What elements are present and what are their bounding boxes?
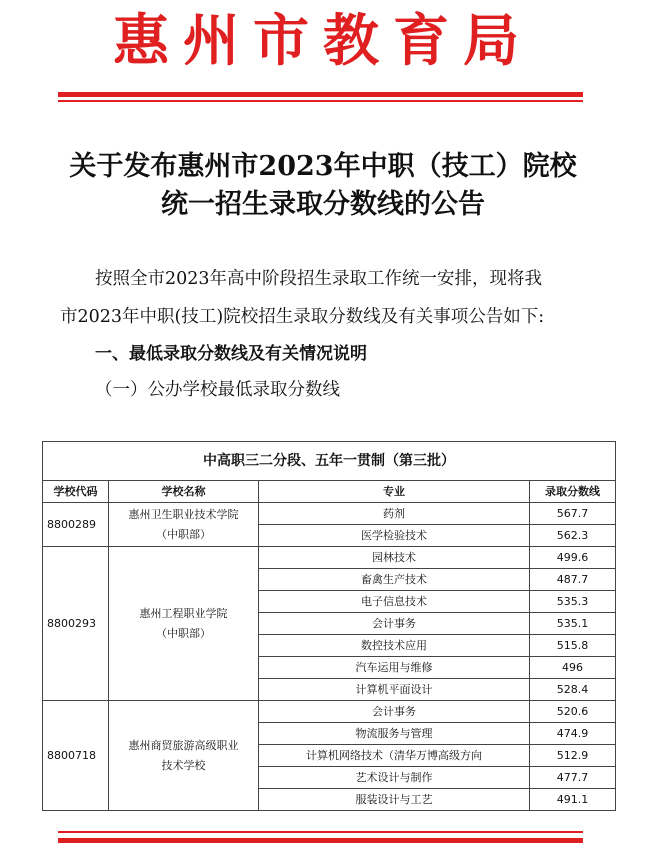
masthead-rule-thin — [58, 100, 583, 102]
score-cell: 477.7 — [530, 767, 616, 789]
table-row — [43, 701, 616, 723]
document-title-line1: 关于发布惠州市2023年中职（技工）院校 — [69, 151, 577, 182]
major-cell: 会计事务 — [259, 701, 530, 723]
school-name-line2: 技术学校 — [161, 758, 206, 772]
school-name-line2: （中职部） — [156, 626, 211, 640]
score-cell: 528.4 — [530, 679, 616, 701]
score-cell: 567.7 — [530, 503, 616, 525]
major-cell: 医学检验技术 — [259, 525, 530, 547]
table-row — [43, 503, 616, 525]
score-cell: 487.7 — [530, 569, 616, 591]
school-name-cell — [109, 503, 259, 547]
admission-score-table — [42, 441, 616, 811]
school-name-cell — [109, 547, 259, 701]
score-cell: 535.3 — [530, 591, 616, 613]
school-code-cell: 8800718 — [43, 701, 109, 811]
table-row — [43, 547, 616, 569]
score-cell: 491.1 — [530, 789, 616, 811]
major-cell: 汽车运用与维修 — [259, 657, 530, 679]
school-code-cell: 8800293 — [43, 547, 109, 701]
table-caption: 中高职三二分段、五年一贯制（第三批） — [43, 442, 616, 481]
major-cell: 园林技术 — [259, 547, 530, 569]
column-header: 学校名称 — [109, 481, 259, 503]
score-cell: 512.9 — [530, 745, 616, 767]
section-heading: 一、最低录取分数线及有关情况说明 — [95, 344, 367, 364]
score-cell: 562.3 — [530, 525, 616, 547]
major-cell: 药剂 — [259, 503, 530, 525]
score-cell: 499.6 — [530, 547, 616, 569]
major-cell: 畜禽生产技术 — [259, 569, 530, 591]
major-cell: 数控技术应用 — [259, 635, 530, 657]
masthead-rule-thick — [58, 92, 583, 97]
score-cell: 515.8 — [530, 635, 616, 657]
issuer-masthead: 惠州市教育局 — [113, 8, 533, 74]
school-name-line1: 惠州工程职业学院 — [139, 606, 228, 620]
major-cell: 电子信息技术 — [259, 591, 530, 613]
footer-rule-thin — [58, 831, 583, 833]
major-cell: 物流服务与管理 — [259, 723, 530, 745]
major-cell: 服装设计与工艺 — [259, 789, 530, 811]
school-name-line2: （中职部） — [156, 527, 211, 541]
school-name-line1: 惠州卫生职业技术学院 — [128, 507, 239, 521]
major-cell: 计算机平面设计 — [259, 679, 530, 701]
footer-rule-thick — [58, 838, 583, 843]
major-cell: 会计事务 — [259, 613, 530, 635]
score-cell: 474.9 — [530, 723, 616, 745]
table-caption-row — [43, 442, 616, 481]
score-cell: 520.6 — [530, 701, 616, 723]
column-header: 录取分数线 — [530, 481, 616, 503]
school-name-cell — [109, 701, 259, 811]
column-header: 学校代码 — [43, 481, 109, 503]
document-title-line2: 统一招生录取分数线的公告 — [161, 189, 485, 220]
table-header-row — [43, 481, 616, 503]
column-header: 专业 — [259, 481, 530, 503]
school-name-line1: 惠州商贸旅游高级职业 — [128, 738, 239, 752]
school-code-cell: 8800289 — [43, 503, 109, 547]
intro-paragraph-line1: 按照全市2023年高中阶段招生录取工作统一安排，现将我 — [95, 269, 543, 289]
score-cell: 535.1 — [530, 613, 616, 635]
score-cell: 496 — [530, 657, 616, 679]
major-cell: 艺术设计与制作 — [259, 767, 530, 789]
major-cell: 计算机网络技术（清华万博高级方向 — [259, 745, 530, 767]
intro-paragraph-line2: 市2023年中职(技工)院校招生录取分数线及有关事项公告如下: — [60, 307, 545, 327]
subsection-heading: （一）公办学校最低录取分数线 — [95, 380, 340, 400]
